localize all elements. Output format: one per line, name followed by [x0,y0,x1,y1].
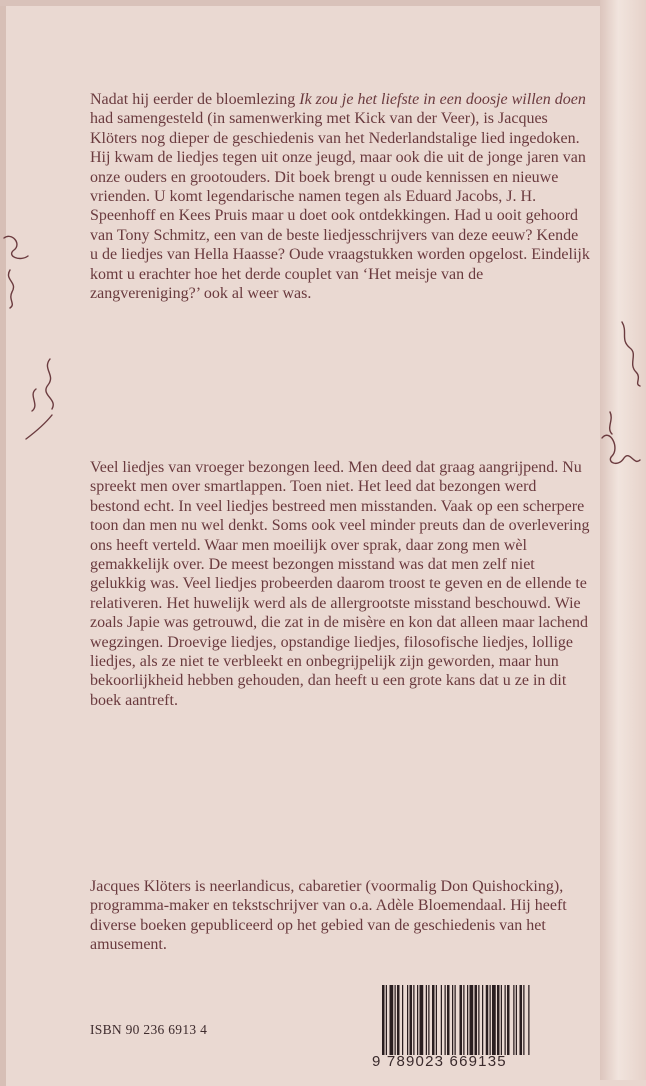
theme-section [90,458,590,710]
barcode-bar [445,985,446,1055]
book-spine [599,0,646,1080]
barcode-bar [482,985,483,1055]
theme-paragraph: Veel liedjes van vroeger bezongen leed. Men deed dat graag aangrijpend. Nu spreekt men over smartlappen. Toen niet. Het leed dat bezongen werd bestond echt. In veel liedjes bestreed men misstanden. Vaak op een scherpere toon dan men nu wel denkt. Soms ook veel minder preuts dan de overlevering ons heeft verteld. Waar men moeilijk over sprak, daar zong men wèl gemakkelijk over. De meest bezongen misstand was dat men zelf niet gelukkig was. Veel liedjes probeerden daarom troost te geven en de ellende te relativeren. Het huwelijk werd als de allergrootste misstand beschouwd. Wie zoals Japie was getrouwd, die zat in de misère en kon dat alleen maar lachend wegzingen. Droevige liedjes, opstandige liedjes, filosofische liedjes, lollige liedjes, als ze niet te verbleekt en onbegrijpelijk zijn geworden, maar hun bekoorlijkheid hebben gehouden, dan heeft u een grote kans dat u ze in dit boek aantreft. [90,459,590,709]
barcode-bar [490,985,491,1055]
barcode-bar [441,985,442,1055]
barcode-bar [390,985,394,1055]
barcode-bar [478,985,479,1055]
barcode-bar [407,985,408,1055]
squiggle-doodle-right-top [618,318,646,388]
barcode-bar [492,985,496,1055]
barcode-digits: 9 789023 669135 [372,1053,507,1070]
barcode-bar [455,985,456,1055]
intro-suffix: had samengesteld (in samenwerking met Kick van der Veer), is Jacques Klöters nog dieper de geschiedenis van het Nederlandstalige lied ingedoken. [90,110,580,147]
barcode-bar [467,985,468,1055]
barcode-bar [395,985,396,1055]
cover-edge [0,6,6,1086]
barcode-bar [410,985,413,1055]
barcode-bar [470,985,474,1055]
squiggle-doodle-left-mid [22,355,72,445]
previous-book-title: Ik zou je het liefste in een doosje willen doen [299,91,586,108]
barcode-bar [382,985,385,1055]
barcode-bar [513,985,514,1055]
barcode-bar [505,985,506,1055]
intro-second-paragraph: Hij kwam de liedjes tegen uit onze jeugd, maar ook die uit de jonge jaren van onze ouders en grootouders. Dit boek brengt u oude kennissen en nieuwe vrienden. U komt legendarische namen tegen als Eduard Jacobs, J. H. Speenhoff en Kees Pruis maar u doet ook ontdekkingen. Had u ooit gehoord van Tony Schmitz, een van de beste liedjesschrijvers van deze eeuw? Kende u de liedjes van Hella Haasse? Oude vraagstukken worden opgelost. Eindelijk komt u erachter hoe het derde couplet van ‘Het meisje van de zangvereniging?’ ook al weer was. [90,149,590,303]
barcode-bar [428,985,429,1055]
barcode-bar [507,985,510,1055]
barcode-bar [501,985,502,1055]
intro-paragraph [90,90,590,148]
barcode-bar [497,985,500,1055]
author-bio: Jacques Klöters is neerlandicus, cabaretier (voormalig Don Quishocking), programma-maker en tekstschrijver van o.a. Adèle Bloemendaal. Hij heeft diverse boeken gepubliceerd op het gebied van de geschiedenis van het amusement. [90,878,567,954]
barcode-bar [452,985,453,1055]
barcode-bar [523,985,524,1055]
barcode-bar [436,985,437,1055]
barcode-bars [382,985,582,1055]
isbn-number: ISBN 90 236 6913 4 [90,1022,208,1037]
barcode-bar [463,985,464,1055]
intro-prefix: Nadat hij eerder de bloemlezing [90,91,300,108]
barcode-bar [386,985,387,1055]
barcode-bar [520,985,523,1055]
barcode-bar [516,985,517,1055]
barcode-bar [447,985,450,1055]
barcode-bar [486,985,489,1055]
barcode [372,985,586,1071]
barcode-bar [417,985,418,1055]
barcode-bar [432,985,435,1055]
barcode-bar [426,985,427,1055]
barcode-bar [420,985,424,1055]
barcode-bar [397,985,400,1055]
barcode-bar [528,985,529,1055]
barcode-bar [413,985,414,1055]
intro-section [90,90,590,303]
barcode-bar [402,985,403,1055]
author-section [90,877,590,955]
squiggle-doodle-left-top [0,230,40,310]
barcode-bar [460,985,463,1055]
squiggle-doodle-right-mid [590,408,646,488]
barcode-bar [475,985,478,1055]
